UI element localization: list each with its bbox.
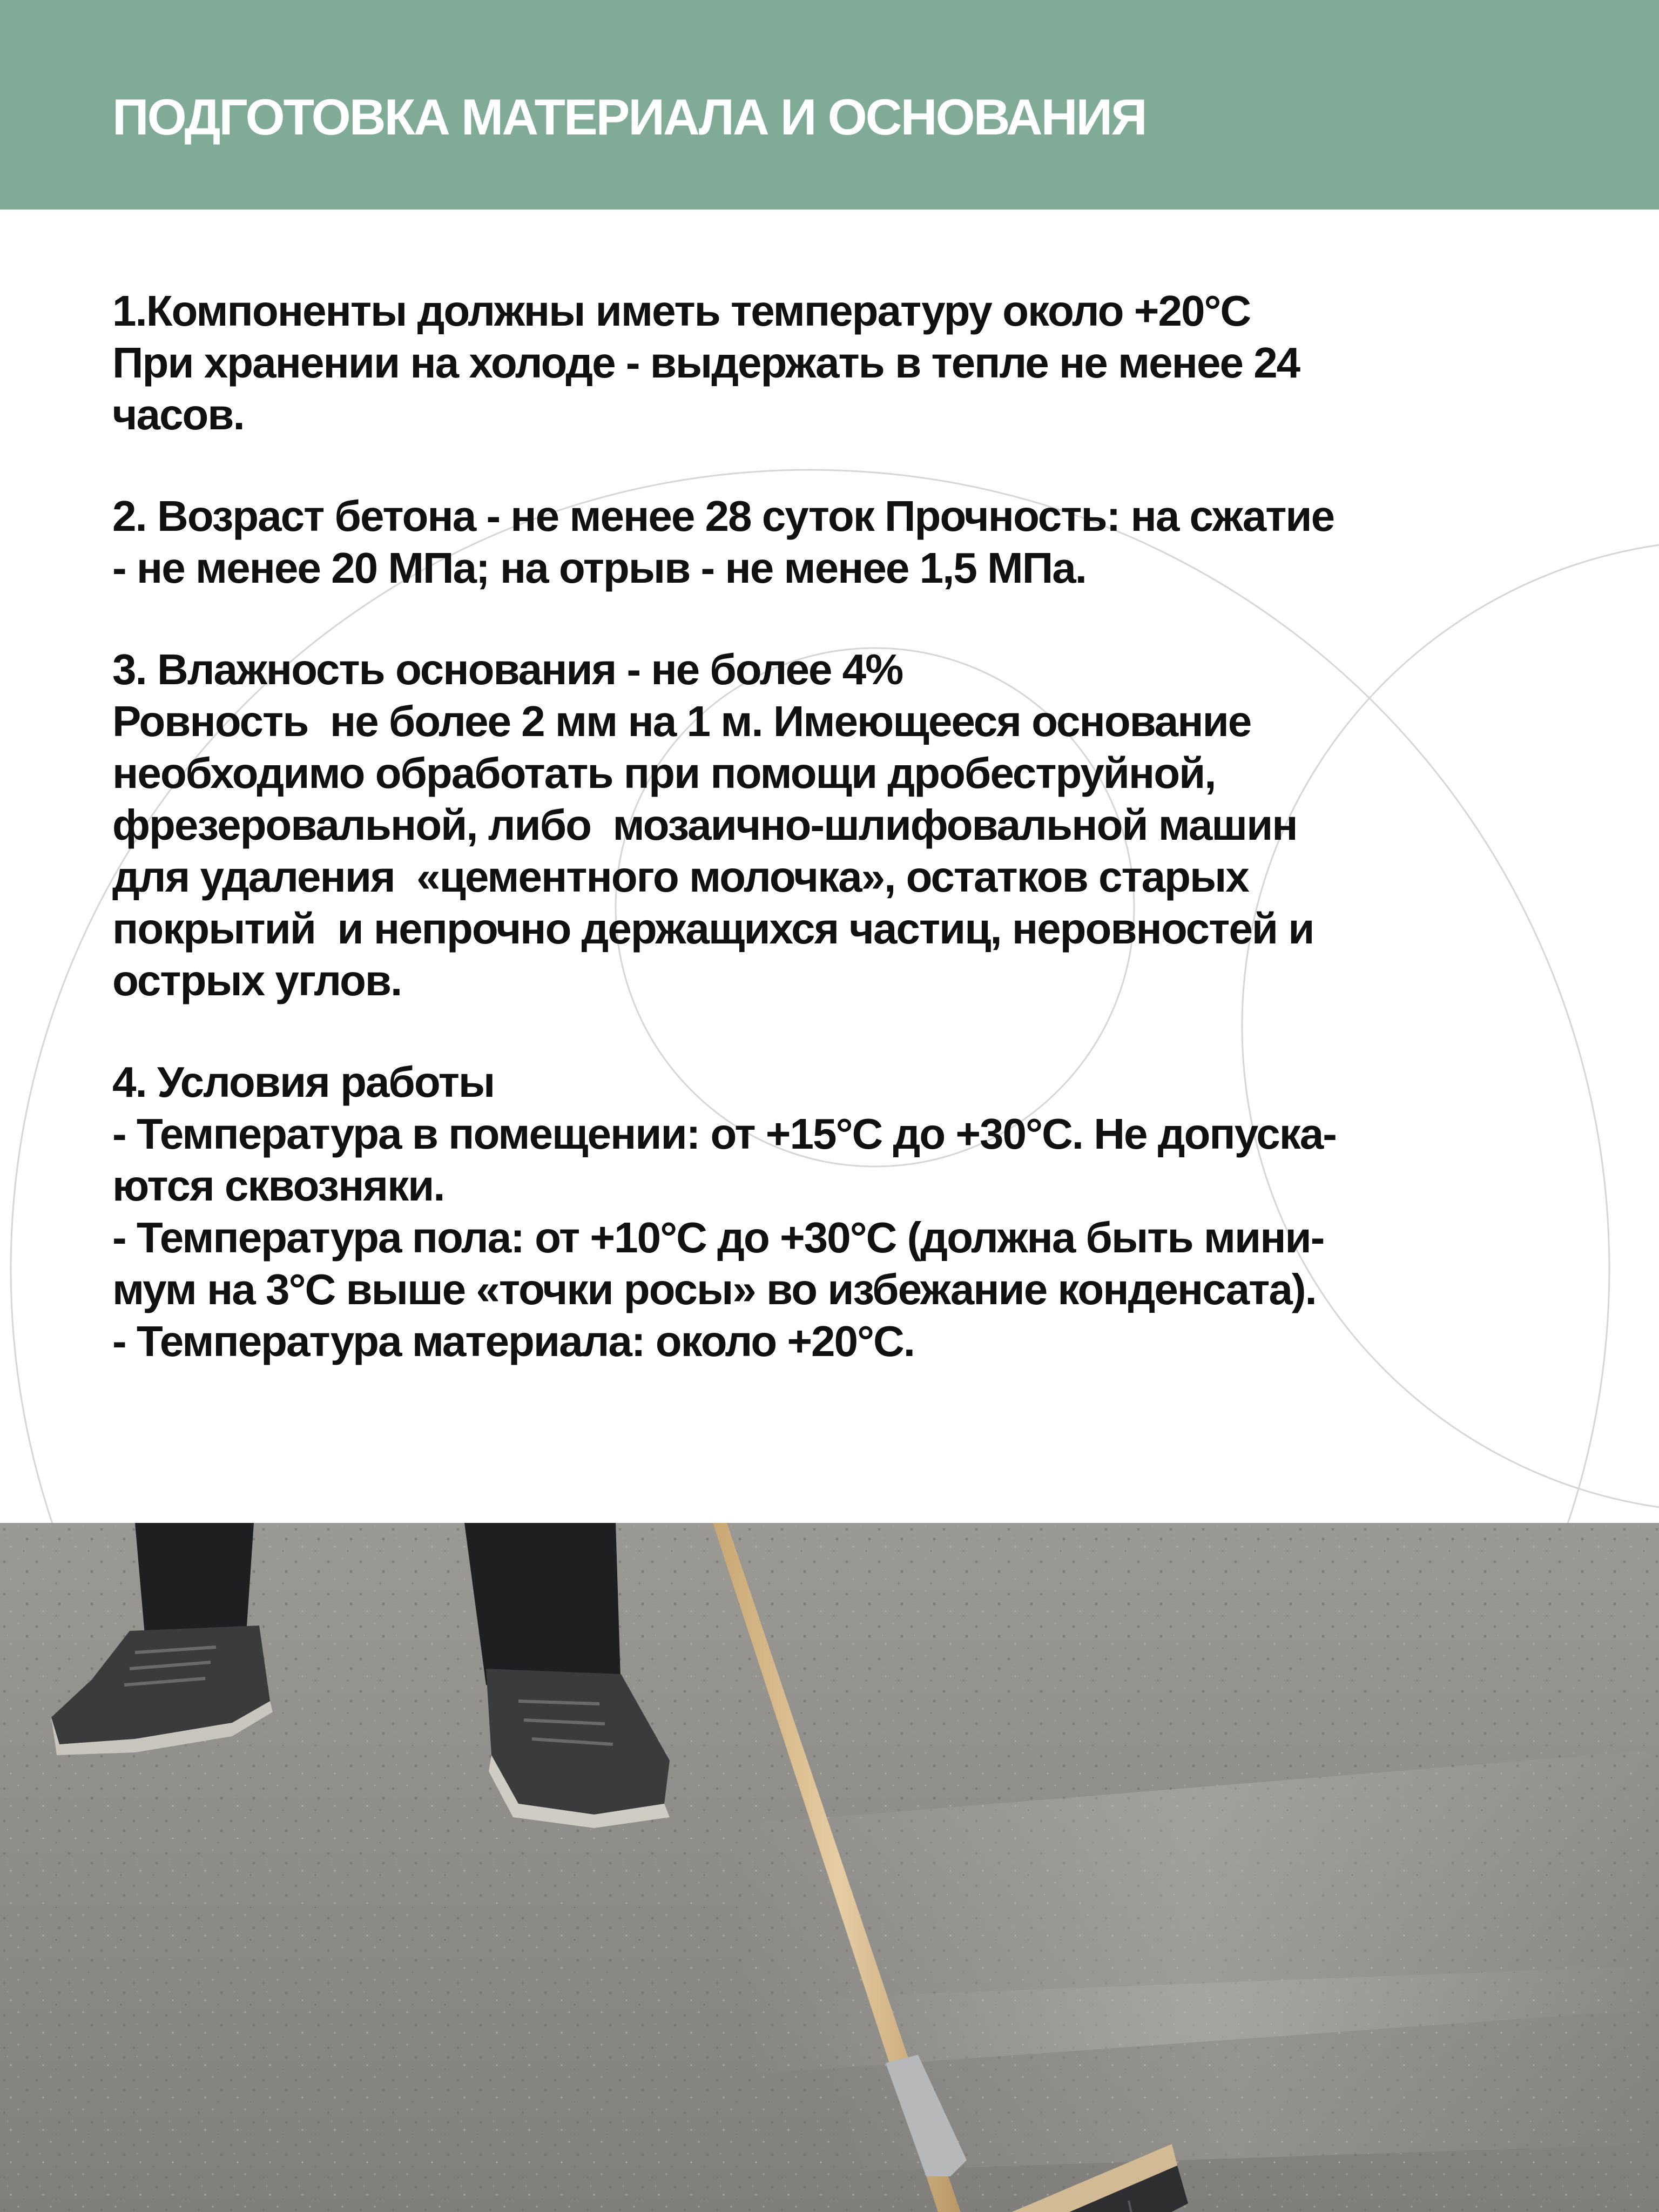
text-line: - Температура в помещении: от +15°С до +30°С. Не допуска- bbox=[112, 1110, 1336, 1158]
text-line: При хранении на холоде - выдержать в тепле не менее 24 bbox=[112, 339, 1300, 387]
text-line: - Температура материала: около +20°С. bbox=[112, 1317, 915, 1365]
text-line: Ровность не более 2 мм на 1 м. Имеющееся основание bbox=[112, 697, 1251, 745]
text-line: 3. Влажность основания - не более 4% bbox=[112, 645, 903, 693]
text-line: 2. Возраст бетона - не менее 28 суток Прочность: на сжатие bbox=[112, 492, 1334, 540]
page-title: ПОДГОТОВКА МАТЕРИАЛА И ОСНОВАНИЯ bbox=[112, 89, 1146, 145]
text-line: ются сквозняки. bbox=[112, 1162, 444, 1210]
section-3-base-moisture bbox=[112, 644, 1570, 1007]
text-line: 4. Условия работы bbox=[112, 1058, 495, 1106]
section-1-components bbox=[112, 285, 1570, 441]
section-4-work-conditions bbox=[112, 1056, 1570, 1367]
text-line: часов. bbox=[112, 390, 244, 439]
text-line: - Температура пола: от +10°С до +30°С (должна быть мини- bbox=[112, 1213, 1324, 1262]
text-line: необходимо обработать при помощи дробеструйной, bbox=[112, 749, 1216, 797]
broom-sweeping-photo bbox=[0, 1523, 1659, 2212]
text-line: покрытий и непрочно держащихся частиц, неровностей и bbox=[112, 905, 1314, 953]
text-line: острых углов. bbox=[112, 956, 402, 1004]
text-line: - не менее 20 МПа; на отрыв - не менее 1,5 МПа. bbox=[112, 544, 1086, 592]
text-line: фрезеровальной, либо мозаично-шлифовальной машин bbox=[112, 801, 1297, 849]
text-line: для удаления «цементного молочка», остатков старых bbox=[112, 853, 1249, 901]
section-2-concrete-age bbox=[112, 490, 1570, 594]
instructions-text bbox=[112, 285, 1570, 1417]
text-line: 1.Компоненты должны иметь температуру около +20°С bbox=[112, 287, 1251, 335]
header-banner bbox=[0, 0, 1659, 210]
text-line: мум на 3°С выше «точки росы» во избежание конденсата). bbox=[112, 1265, 1316, 1313]
